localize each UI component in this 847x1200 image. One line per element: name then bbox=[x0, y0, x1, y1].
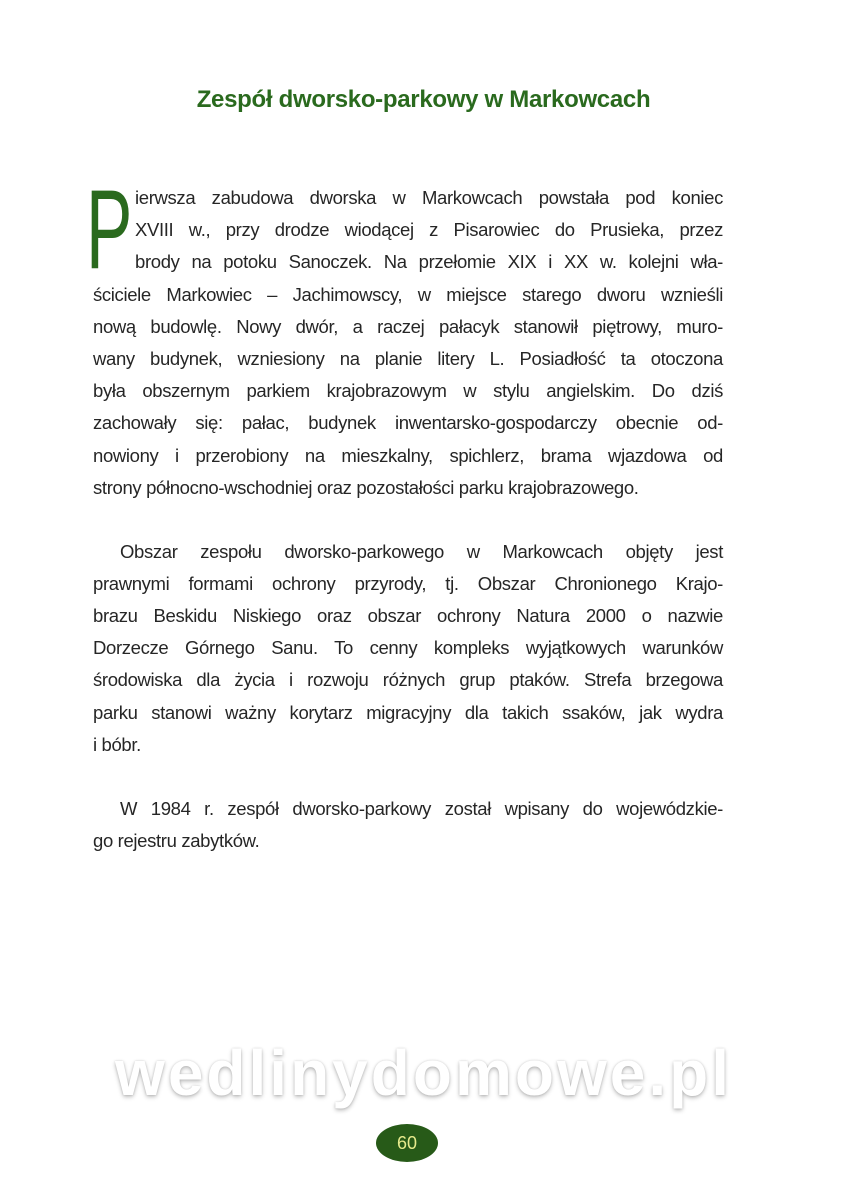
text-line: i bóbr. bbox=[93, 734, 141, 755]
page-title: Zespół dworsko-parkowy w Markowcach bbox=[196, 86, 651, 113]
text-line: XVIII w., przy drodze wiodącej z Pisarowiec do Prusieka, przez bbox=[135, 219, 723, 240]
drop-cap: P bbox=[86, 167, 133, 292]
page-number-badge bbox=[376, 1124, 438, 1162]
text-line: wany budynek, wzniesiony na planie litery L. Posiadłość ta otoczona bbox=[93, 348, 723, 369]
text-line: zachowały się: pałac, budynek inwentarsko-gospodarczy obecnie od- bbox=[93, 412, 723, 433]
text-line: Dorzecze Górnego Sanu. To cenny kompleks wyjątkowych warunków bbox=[93, 637, 723, 658]
text-line: nowiony i przerobiony na mieszkalny, spichlerz, brama wjazdowa od bbox=[93, 445, 723, 466]
text-line: W 1984 r. zespół dworsko-parkowy został wpisany do wojewódzkie- bbox=[120, 798, 723, 819]
text-line: była obszernym parkiem krajobrazowym w stylu angielskim. Do dziś bbox=[93, 380, 723, 401]
text-line: parku stanowi ważny korytarz migracyjny dla takich ssaków, jak wydra bbox=[93, 702, 723, 723]
text-line: środowiska dla życia i rozwoju różnych grup ptaków. Strefa brzegowa bbox=[93, 669, 723, 690]
text-line: brody na potoku Sanoczek. Na przełomie XIX i XX w. kolejni wła- bbox=[135, 251, 723, 272]
text-line: ściciele Markowiec – Jachimowscy, w miejsce starego dworu wznieśli bbox=[93, 284, 723, 305]
page-number: 60 bbox=[396, 1132, 418, 1153]
text-line: prawnymi formami ochrony przyrody, tj. Obszar Chronionego Krajo- bbox=[93, 573, 723, 594]
text-line: Obszar zespołu dworsko-parkowego w Markowcach objęty jest bbox=[120, 541, 723, 562]
text-line: strony północno-wschodniej oraz pozostałości parku krajobrazowego. bbox=[93, 477, 639, 498]
text-line: brazu Beskidu Niskiego oraz obszar ochrony Natura 2000 o nazwie bbox=[93, 605, 723, 626]
text-line: nową budowlę. Nowy dwór, a raczej pałacyk stanowił piętrowy, muro- bbox=[93, 316, 723, 337]
text-line: go rejestru zabytków. bbox=[93, 830, 260, 851]
watermark: wedlinydomowe.pl bbox=[115, 1037, 732, 1109]
text-line: ierwsza zabudowa dworska w Markowcach powstała pod koniec bbox=[135, 187, 723, 208]
